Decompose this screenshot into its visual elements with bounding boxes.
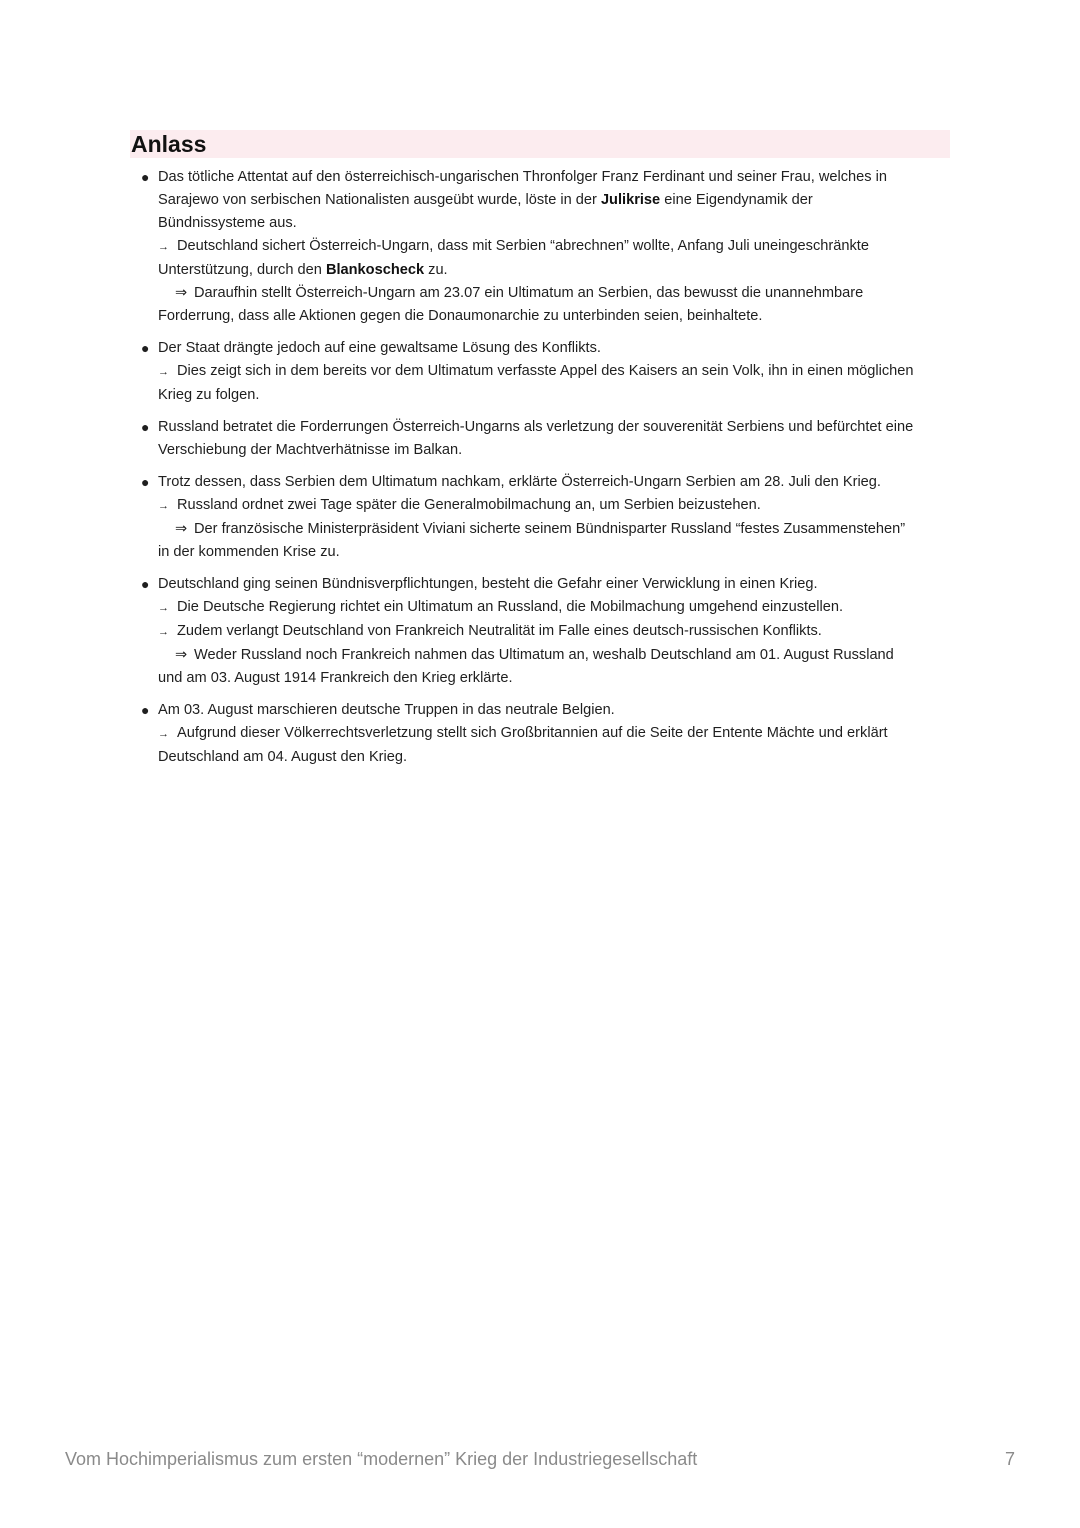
text-segment: Aufgrund dieser Völkerrechtsverletzung stellt sich Großbritannien auf die Seite der Entente Mächte und erklärt: [177, 725, 888, 741]
text-segment: Sarajewo von serbischen Nationalisten ausgeübt wurde, löste in der: [158, 192, 601, 208]
text-segment: Die Deutsche Regierung richtet ein Ultimatum an Russland, die Mobilmachung umgehend einzustellen.: [177, 599, 843, 615]
text-line: [158, 620, 955, 644]
bullet-list: [135, 166, 955, 778]
double-arrow-icon: ⇒: [175, 647, 188, 663]
arrow-right-icon: →: [158, 241, 169, 253]
list-item: [135, 471, 955, 564]
bullet-dot-icon: ●: [141, 419, 150, 435]
bullet-dot-icon: ●: [141, 702, 150, 718]
text-segment: Deutschland sichert Österreich-Ungarn, dass mit Serbien “abrechnen” wollte, Anfang Juli uneingeschränkte: [177, 238, 869, 254]
text-line: [158, 644, 955, 667]
bullet-dot-icon: ●: [141, 340, 150, 356]
text-line: Am 03. August marschieren deutsche Truppen in das neutrale Belgien.: [158, 702, 615, 718]
text-line: [158, 596, 955, 620]
double-arrow-icon: ⇒: [175, 285, 188, 301]
text-segment: eine Eigendynamik der: [660, 192, 813, 208]
bullet-dot-icon: ●: [141, 169, 150, 185]
arrow-right-icon: →: [158, 500, 169, 512]
bullet-dot-icon: ●: [141, 576, 150, 592]
text-line: und am 03. August 1914 Frankreich den Krieg erklärte.: [158, 670, 513, 686]
text-segment: Unterstützung, durch den: [158, 262, 326, 278]
text-line: [158, 189, 955, 212]
text-line: [158, 282, 955, 305]
heading-highlight: [130, 130, 950, 158]
text-segment: Dies zeigt sich in dem bereits vor dem Ultimatum verfasste Appel des Kaisers an sein Volk, ihn in einen möglichen: [177, 363, 914, 379]
text-line: [158, 259, 955, 282]
text-line: Das tötliche Attentat auf den österreichisch-ungarischen Thronfolger Franz Ferdinant und seiner Frau, welches in: [158, 169, 887, 185]
text-line: Trotz dessen, dass Serbien dem Ultimatum nachkam, erklärte Österreich-Ungarn Serbien am 28. Juli den Krieg.: [158, 474, 881, 490]
footer-title: Vom Hochimperialismus zum ersten “modernen” Krieg der Industriegesellschaft: [65, 1449, 698, 1469]
text-segment: zu.: [424, 262, 448, 278]
list-item: [135, 337, 955, 407]
double-arrow-icon: ⇒: [175, 521, 188, 537]
arrow-right-icon: →: [158, 366, 169, 378]
text-segment: Russland ordnet zwei Tage später die Generalmobilmachung an, um Serbien beizustehen.: [177, 497, 761, 513]
arrow-right-icon: →: [158, 626, 169, 638]
text-line: [158, 494, 955, 518]
text-line: Russland betratet die Forderrungen Österreich-Ungarns als verletzung der souverenität Serbiens und befürchtet eine: [158, 419, 914, 435]
text-line: [158, 722, 955, 746]
text-segment: Daraufhin stellt Österreich-Ungarn am 23.07 ein Ultimatum an Serbien, das bewusst die unannehmbare: [194, 285, 864, 301]
text-line: Verschiebung der Machtverhätnisse im Balkan.: [158, 442, 463, 458]
text-line: [158, 235, 955, 259]
text-line: in der kommenden Krise zu.: [158, 544, 340, 560]
text-segment: Der französische Ministerpräsident Viviani sicherte seinem Bündnisparter Russland “festes Zusammenstehen”: [194, 521, 906, 537]
list-item: [135, 416, 955, 462]
text-line: [158, 360, 955, 384]
bullet-dot-icon: ●: [141, 474, 150, 490]
text-segment: Zudem verlangt Deutschland von Frankreich Neutralität im Falle eines deutsch-russischen Konflikts.: [177, 623, 822, 639]
arrow-right-icon: →: [158, 728, 169, 740]
text-line: Krieg zu folgen.: [158, 387, 260, 403]
list-item: [135, 573, 955, 690]
bold-term: Julikrise: [600, 192, 661, 208]
text-line: Bündnissysteme aus.: [158, 215, 297, 231]
text-line: Deutschland ging seinen Bündnisverpflichtungen, besteht die Gefahr einer Verwicklung in einen Krieg.: [158, 576, 818, 592]
arrow-right-icon: →: [158, 602, 169, 614]
section-heading: Anlass: [131, 131, 207, 157]
list-item: [135, 699, 955, 769]
text-segment: Weder Russland noch Frankreich nahmen das Ultimatum an, weshalb Deutschland am 01. August Russland: [194, 647, 894, 663]
text-line: [158, 518, 955, 541]
text-line: Deutschland am 04. August den Krieg.: [158, 749, 408, 765]
bold-term: Blankoscheck: [325, 262, 425, 278]
page-number: 7: [1004, 1449, 1015, 1469]
text-line: Forderrung, dass alle Aktionen gegen die Donaumonarchie zu unterbinden seien, beinhaltete.: [158, 308, 763, 324]
text-line: Der Staat drängte jedoch auf eine gewaltsame Lösung des Konflikts.: [158, 340, 601, 356]
list-item: [135, 166, 955, 328]
